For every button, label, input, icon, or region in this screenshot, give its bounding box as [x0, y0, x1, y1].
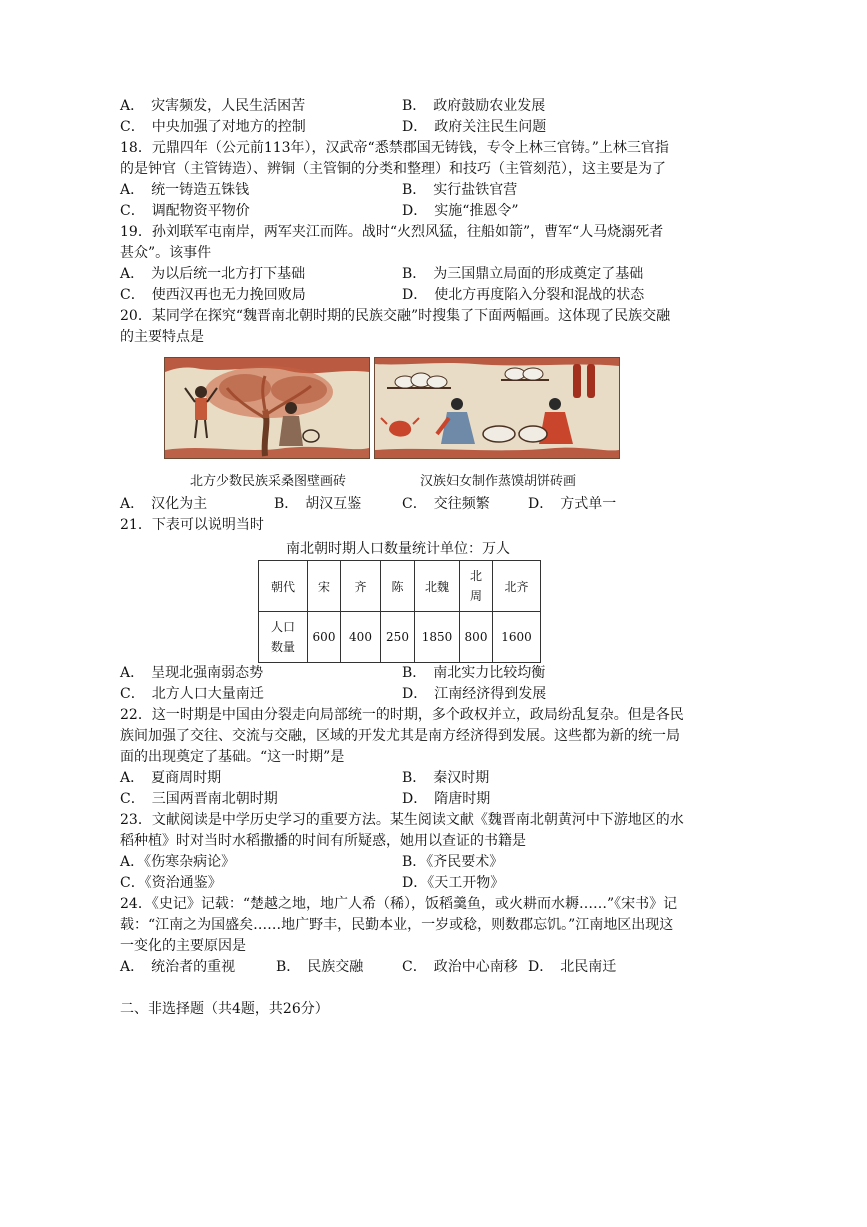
- q19-option-a[interactable]: A． 为以后统一北方打下基础: [120, 266, 306, 282]
- dynasty-cell: 宋: [308, 561, 341, 612]
- q23-stem-line1: 23．文献阅读是中学历史学习的重要方法。某生阅读文献《魏晋南北朝黄河中下游地区的水: [120, 812, 684, 828]
- q22-stem-line2: 族间加强了交往、交流与交融，区域的开发尤其是南方经济得到发展。这些都为新的统一局: [120, 728, 680, 744]
- dynasty-cell: 陈: [381, 561, 415, 612]
- row-label-cell: 人口 数量: [259, 612, 308, 663]
- value-cell: 1850: [415, 612, 460, 663]
- q23-option-c[interactable]: C．《资治通鉴》: [120, 875, 222, 891]
- q24-option-d[interactable]: D． 北民南迁: [528, 959, 617, 975]
- q20-option-d[interactable]: D． 方式单一: [528, 496, 617, 512]
- q24-option-a[interactable]: A． 统治者的重视: [120, 959, 236, 975]
- q18-stem-line2: 的是钟官（主管铸造）、辨铜（主管铜的分类和整理）和技巧（主管刻范），这主要是为了: [120, 161, 666, 177]
- q17-options-row1: [120, 96, 740, 117]
- header-label-cell: 朝代: [259, 561, 308, 612]
- q22-options-row1: [120, 768, 740, 789]
- q21-option-c[interactable]: C． 北方人口大量南迁: [120, 686, 264, 702]
- q19-stem-line2: 甚众”。该事件: [120, 245, 212, 261]
- dynasty-cell: 北齐: [493, 561, 541, 612]
- q17-options-row2: [120, 117, 740, 138]
- q18-stem-line1: 18．元鼎四年（公元前113年），汉武帝“悉禁郡国无铸钱，专令上林三官铸。”上林三官指: [120, 140, 669, 156]
- q19-option-c[interactable]: C． 使西汉再也无力挽回败局: [120, 287, 306, 303]
- q17-option-a[interactable]: A． 灾害频发，人民生活困苦: [120, 98, 306, 114]
- q18-option-d[interactable]: D． 实施“推恩令”: [402, 203, 519, 219]
- q21-option-d[interactable]: D． 江南经济得到发展: [402, 686, 547, 702]
- q18-option-c[interactable]: C． 调配物资平物价: [120, 203, 250, 219]
- q20-option-c[interactable]: C． 交往频繁: [402, 496, 490, 512]
- mulberry-picking-fresco-image: [164, 357, 370, 459]
- q17-option-b[interactable]: B． 政府鼓励农业发展: [402, 98, 546, 114]
- fig1-caption: 北方少数民族采桑图壁画砖: [190, 474, 347, 489]
- q24-option-b[interactable]: B． 民族交融: [276, 959, 364, 975]
- q20-option-a[interactable]: A． 汉化为主: [120, 496, 208, 512]
- q23-options-row1: [120, 852, 740, 873]
- q22-stem-line1: 22．这一时期是中国由分裂走向局部统一的时期，多个政权并立，政局纷乱复杂。但是各民: [120, 707, 684, 723]
- population-table: [258, 560, 541, 663]
- q19-option-b[interactable]: B． 为三国鼎立局面的形成奠定了基础: [402, 266, 644, 282]
- dynasty-cell: 北魏: [415, 561, 460, 612]
- q24-options-row: [120, 957, 740, 978]
- value-cell: 1600: [493, 612, 541, 663]
- q22-option-a[interactable]: A． 夏商周时期: [120, 770, 222, 786]
- q18-option-a[interactable]: A． 统一铸造五铢钱: [120, 182, 250, 198]
- q22-option-d[interactable]: D． 隋唐时期: [402, 791, 491, 807]
- q23-option-a[interactable]: A．《伤寒杂病论》: [120, 854, 236, 870]
- q23-stem-line2: 稻种植》时对当时水稻撒播的时间有所疑惑，她用以查证的书籍是: [120, 833, 526, 849]
- q18-option-b[interactable]: B． 实行盐铁官营: [402, 182, 518, 198]
- q20-option-b[interactable]: B． 胡汉互鉴: [274, 496, 362, 512]
- q23-options-row2: [120, 873, 740, 894]
- value-cell: 800: [460, 612, 493, 663]
- q19-stem-line1: 19．孙刘联军屯南岸，两军夹江而阵。战时“火烈风猛，往船如箭”，曹军“人马烧溺死者: [120, 224, 664, 240]
- q22-option-c[interactable]: C． 三国两晋南北朝时期: [120, 791, 278, 807]
- q24-stem-line1: 24．《史记》记载：“楚越之地，地广人希（稀），饭稻羹鱼，或火耕而水耨……”《宋书》记: [120, 896, 678, 912]
- q17-option-c[interactable]: C． 中央加强了对地方的控制: [120, 119, 306, 135]
- table-data-row: [259, 612, 541, 663]
- q21-option-a[interactable]: A． 呈现北强南弱态势: [120, 665, 264, 681]
- q23-option-b[interactable]: B．《齐民要术》: [402, 854, 504, 870]
- q23-option-d[interactable]: D．《天工开物》: [402, 875, 505, 891]
- q20-stem-line2: 的主要特点是: [120, 329, 204, 345]
- q18-options-row1: [120, 180, 740, 201]
- dynasty-cell: 齐: [341, 561, 381, 612]
- q24-stem-line3: 一变化的主要原因是: [120, 938, 246, 954]
- q21-options-row2: [120, 684, 740, 705]
- fig2-caption: 汉族妇女制作蒸馍胡饼砖画: [420, 474, 577, 489]
- section2-title: 二、非选择题（共4题，共26分）: [120, 1001, 329, 1017]
- q19-options-row2: [120, 285, 740, 306]
- population-table-caption: 南北朝时期人口数量统计单位：万人: [286, 541, 510, 557]
- q22-option-b[interactable]: B． 秦汉时期: [402, 770, 490, 786]
- q24-stem-line2: 载：“江南之为国盛矣……地广野丰，民勤本业，一岁或稔，则数郡忘饥。”江南地区出现这: [120, 917, 674, 933]
- q20-options-row: [120, 494, 740, 515]
- q17-option-d[interactable]: D． 政府关注民生问题: [402, 119, 547, 135]
- value-cell: 250: [381, 612, 415, 663]
- dynasty-cell: 北 周: [460, 561, 493, 612]
- q19-option-d[interactable]: D． 使北方再度陷入分裂和混战的状态: [402, 287, 645, 303]
- table-header-row: [259, 561, 541, 612]
- q22-stem-line3: 面的出现奠定了基础。“这一时期”是: [120, 749, 345, 765]
- q18-options-row2: [120, 201, 740, 222]
- women-making-bread-fresco-image: [374, 357, 620, 459]
- q21-stem: 21．下表可以说明当时: [120, 517, 264, 533]
- q21-option-b[interactable]: B． 南北实力比较均衡: [402, 665, 546, 681]
- q24-option-c[interactable]: C． 政治中心南移: [402, 959, 518, 975]
- q21-options-row1: [120, 663, 740, 684]
- q20-stem-line1: 20．某同学在探究“魏晋南北朝时期的民族交融”时搜集了下面两幅画。这体现了民族交融: [120, 308, 671, 324]
- value-cell: 400: [341, 612, 381, 663]
- value-cell: 600: [308, 612, 341, 663]
- q19-options-row1: [120, 264, 740, 285]
- q22-options-row2: [120, 789, 740, 810]
